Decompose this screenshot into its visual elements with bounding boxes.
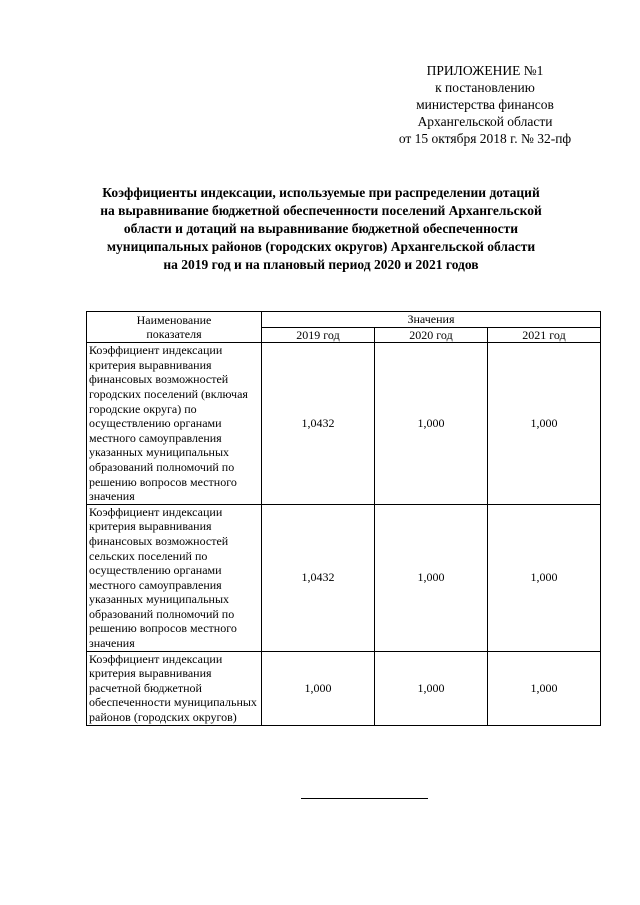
title-line: Коэффициенты индексации, используемые при распределении дотаций (102, 185, 540, 200)
cell-value: 1,000 (375, 504, 488, 651)
col-header-year: 2019 год (262, 327, 375, 343)
row-name: Коэффициент индексации критерия выравнивания финансовых возможностей сельских поселений по осуществлению органами местного самоуправления указанных муниципальных образований полномочий по решению вопросов местного значения (87, 504, 262, 651)
title-line: на 2019 год и на плановый период 2020 и 2021 годов (163, 257, 479, 272)
title-line: на выравнивание бюджетной обеспеченности поселений Архангельской (100, 203, 542, 218)
document-title (82, 184, 560, 274)
closing-divider (301, 798, 428, 799)
appendix-line: министерства финансов (416, 97, 554, 112)
cell-value: 1,000 (488, 343, 601, 505)
table-row (87, 343, 601, 505)
title-line: области и дотаций на выравнивание бюджетной обеспеченности (123, 221, 519, 236)
appendix-header (370, 62, 600, 147)
table-header-row (87, 312, 601, 328)
cell-value: 1,000 (375, 651, 488, 725)
row-name: Коэффициент индексации критерия выравнивания расчетной бюджетной обеспеченности муниципальных районов (городских округов) (87, 651, 262, 725)
cell-value: 1,0432 (262, 343, 375, 505)
table-row (87, 504, 601, 651)
cell-value: 1,000 (375, 343, 488, 505)
cell-value: 1,000 (488, 504, 601, 651)
cell-value: 1,000 (488, 651, 601, 725)
row-name: Коэффициент индексации критерия выравнивания финансовых возможностей городских поселений (включая городские округа) по осуществлению органами местного самоуправления указанных муниципальных образований полномочий по решению вопросов местного значения (87, 343, 262, 505)
appendix-date-number: от 15 октября 2018 г. № 32-пф (398, 131, 572, 146)
col-header-name (87, 312, 262, 343)
col-header-name-line: показателя (146, 327, 202, 342)
title-line: муниципальных районов (городских округов) Архангельской области (106, 239, 536, 254)
cell-value: 1,000 (262, 651, 375, 725)
coefficients-table (86, 311, 601, 726)
appendix-line: Архангельской области (417, 114, 553, 129)
col-header-year: 2021 год (488, 327, 601, 343)
cell-value: 1,0432 (262, 504, 375, 651)
col-header-year: 2020 год (375, 327, 488, 343)
col-header-name-line: Наименование (136, 312, 212, 327)
appendix-title: ПРИЛОЖЕНИЕ №1 (426, 63, 544, 78)
appendix-line: к постановлению (435, 80, 535, 95)
col-header-values: Значения (262, 312, 601, 328)
table-row (87, 651, 601, 725)
